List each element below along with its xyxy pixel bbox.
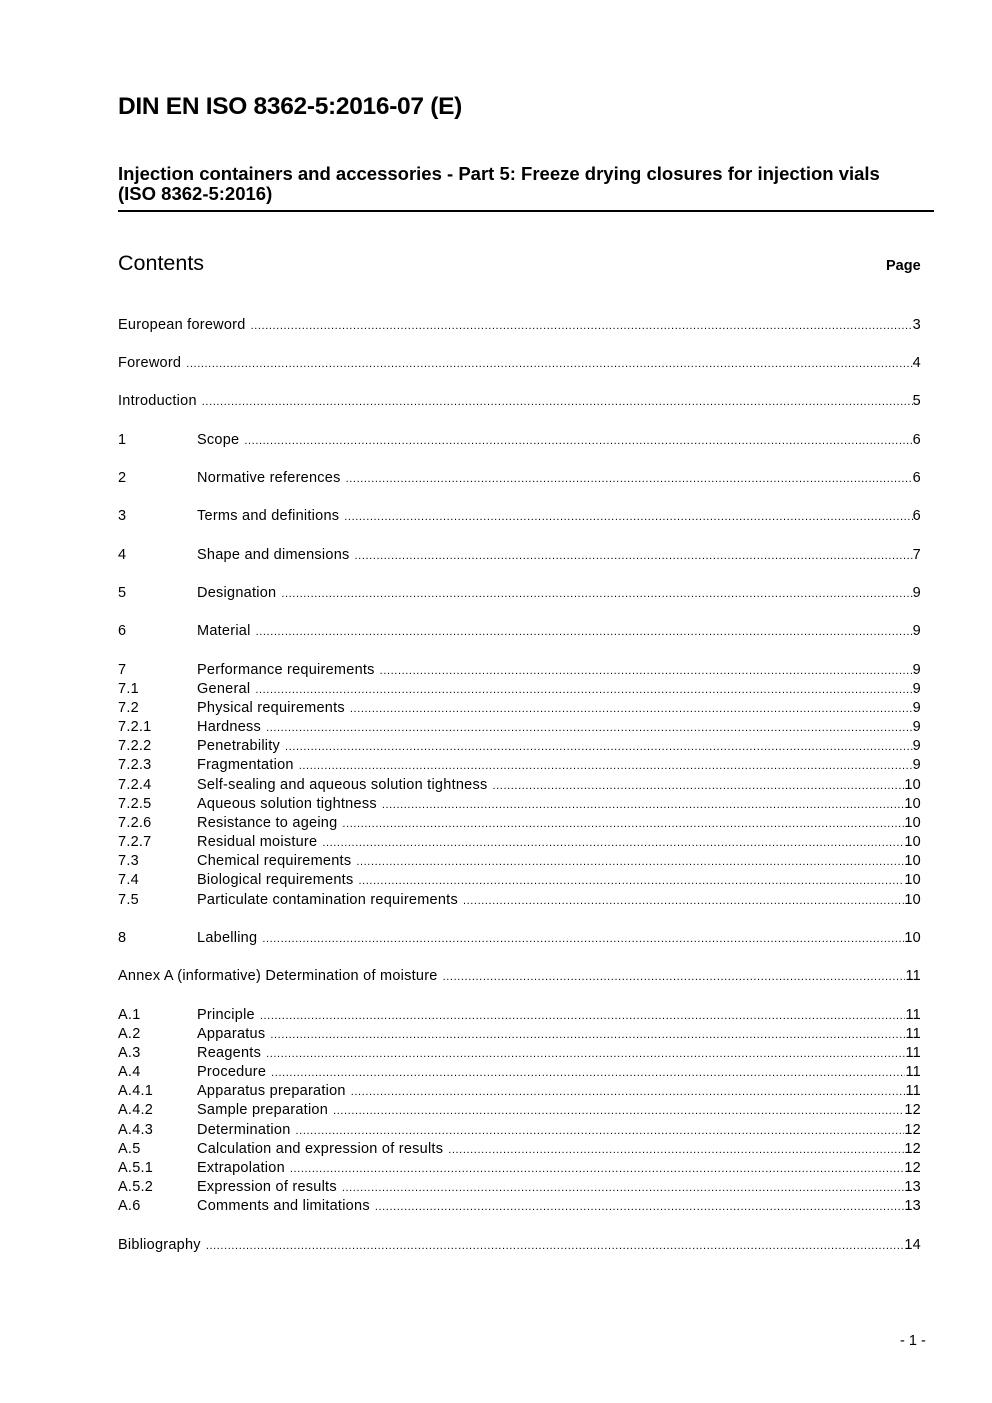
toc-entry-page: 12 <box>904 1102 921 1118</box>
toc-entry-page: 14 <box>904 1237 921 1253</box>
toc-dot-leader <box>443 968 906 987</box>
toc-entry-number: A.2 <box>118 1026 141 1042</box>
toc-dot-leader <box>448 1141 904 1160</box>
toc-entry[interactable] <box>118 507 921 526</box>
toc-entry-page: 10 <box>904 834 921 850</box>
toc-entry[interactable] <box>118 871 921 890</box>
toc-entry[interactable] <box>118 1236 921 1255</box>
toc-entry[interactable] <box>118 1159 921 1178</box>
toc-entry-number: A.4.2 <box>118 1102 154 1118</box>
toc-entry-number: 1 <box>118 432 127 448</box>
toc-entry[interactable] <box>118 392 921 411</box>
toc-entry[interactable] <box>118 584 921 603</box>
toc-entry-page: 11 <box>905 1045 921 1061</box>
document-subtitle: Injection containers and accessories - Part 5: Freeze drying closures for injection vials (ISO 8362-5:2016) <box>118 163 880 204</box>
toc-entry[interactable] <box>118 1197 921 1216</box>
toc-entry-label: Residual moisture <box>197 834 318 850</box>
toc-entry-number: 7.4 <box>118 872 139 888</box>
toc-entry[interactable] <box>118 737 921 756</box>
toc-entry-number: 3 <box>118 508 127 524</box>
toc-entry[interactable] <box>118 967 921 986</box>
toc-dot-leader <box>382 796 905 815</box>
toc-dot-leader <box>251 317 913 336</box>
toc-entry-label: Introduction <box>118 393 197 409</box>
toc-entry-label: Performance requirements <box>197 662 375 678</box>
toc-entry-label: Labelling <box>197 930 258 946</box>
toc-entry-page: 10 <box>904 777 921 793</box>
toc-entry[interactable] <box>118 680 921 699</box>
toc-entry-label: Resistance to ageing <box>197 815 338 831</box>
toc-entry-page: 12 <box>904 1122 921 1138</box>
toc-entry-page: 5 <box>912 393 921 409</box>
toc-entry-label: Hardness <box>197 719 262 735</box>
toc-entry-number: 7.2.2 <box>118 738 152 754</box>
toc-entry-number: 8 <box>118 930 127 946</box>
toc-entry-page: 13 <box>904 1179 921 1195</box>
toc-entry-label: Scope <box>197 432 240 448</box>
toc-entry-number: 7.2.1 <box>118 719 152 735</box>
toc-entry[interactable] <box>118 756 921 775</box>
toc-entry-number: 4 <box>118 547 127 563</box>
toc-dot-leader <box>463 892 904 911</box>
toc-entry[interactable] <box>118 699 921 718</box>
toc-entry-label: Penetrability <box>197 738 281 754</box>
toc-entry-page: 9 <box>912 719 921 735</box>
toc-entry-page: 11 <box>905 1026 921 1042</box>
toc-entry[interactable] <box>118 316 921 335</box>
toc-entry-number: 5 <box>118 585 127 601</box>
toc-dot-leader <box>290 1160 904 1179</box>
toc-entry-label: Material <box>197 623 251 639</box>
toc-dot-leader <box>285 738 913 757</box>
toc-entry-page: 7 <box>912 547 921 563</box>
toc-entry-label: Reagents <box>197 1045 262 1061</box>
toc-entry-number: A.5 <box>118 1141 141 1157</box>
toc-entry-page: 9 <box>912 662 921 678</box>
toc-entry-page: 6 <box>912 432 921 448</box>
toc-dot-leader <box>255 681 912 700</box>
toc-entry-label: Shape and dimensions <box>197 547 350 563</box>
toc-dot-leader <box>380 662 913 681</box>
toc-entry-number: 7.2.7 <box>118 834 152 850</box>
toc-entry[interactable] <box>118 1101 921 1120</box>
toc-entry-number: A.1 <box>118 1007 141 1023</box>
toc-entry[interactable] <box>118 661 921 680</box>
toc-entry-page: 10 <box>904 872 921 888</box>
toc-entry-label: Comments and limitations <box>197 1198 370 1214</box>
toc-entry-label: Foreword <box>118 355 182 371</box>
toc-entry-page: 11 <box>905 968 921 984</box>
toc-entry-page: 6 <box>912 470 921 486</box>
toc-entry[interactable] <box>118 833 921 852</box>
toc-entry-label: Apparatus <box>197 1026 266 1042</box>
toc-entry[interactable] <box>118 718 921 737</box>
toc-entry-page: 12 <box>904 1141 921 1157</box>
toc-entry-number: 7.2.4 <box>118 777 152 793</box>
toc-entry-label: Expression of results <box>197 1179 337 1195</box>
toc-entry[interactable] <box>118 622 921 641</box>
toc-entry-label: Biological requirements <box>197 872 354 888</box>
toc-dot-leader <box>351 1083 906 1102</box>
toc-dot-leader <box>186 355 912 374</box>
toc-entry-number: A.3 <box>118 1045 141 1061</box>
toc-entry[interactable] <box>118 469 921 488</box>
toc-dot-leader <box>356 853 904 872</box>
toc-dot-leader <box>358 872 904 891</box>
toc-entry-page: 13 <box>904 1198 921 1214</box>
toc-entry[interactable] <box>118 814 921 833</box>
toc-dot-leader <box>244 432 912 451</box>
toc-entry[interactable] <box>118 1082 921 1101</box>
toc-dot-leader <box>492 777 904 796</box>
toc-entry[interactable] <box>118 776 921 795</box>
toc-entry-number: 7.1 <box>118 681 139 697</box>
toc-entry-number: 2 <box>118 470 127 486</box>
toc-dot-leader <box>342 815 904 834</box>
toc-entry-number: A.4.3 <box>118 1122 154 1138</box>
toc-entry[interactable] <box>118 1121 921 1140</box>
toc-entry[interactable] <box>118 1025 921 1044</box>
toc-entry-label: Determination <box>197 1122 291 1138</box>
toc-dot-leader <box>270 1026 905 1045</box>
toc-entry-page: 10 <box>904 853 921 869</box>
page-number: - 1 - <box>900 1333 926 1349</box>
toc-entry-page: 4 <box>912 355 921 371</box>
toc-dot-leader <box>281 585 912 604</box>
toc-entry-page: 9 <box>912 757 921 773</box>
toc-entry-page: 9 <box>912 681 921 697</box>
toc-entry-page: 9 <box>912 585 921 601</box>
toc-entry-page: 3 <box>912 317 921 333</box>
toc-entry-number: 7.2 <box>118 700 139 716</box>
toc-entry-label: Particulate contamination requirements <box>197 892 458 908</box>
toc-entry-page: 12 <box>904 1160 921 1176</box>
toc-entry[interactable] <box>118 891 921 910</box>
contents-heading: Contents <box>118 251 205 275</box>
toc-entry[interactable] <box>118 1044 921 1063</box>
toc-entry-label: Bibliography <box>118 1237 201 1253</box>
toc-dot-leader <box>344 508 912 527</box>
toc-entry-number: A.6 <box>118 1198 141 1214</box>
toc-entry-page: 10 <box>904 796 921 812</box>
toc-entry-label: Terms and definitions <box>197 508 340 524</box>
toc-dot-leader <box>296 1122 905 1141</box>
toc-entry-page: 9 <box>912 700 921 716</box>
toc-entry-label: Principle <box>197 1007 255 1023</box>
toc-entry[interactable] <box>118 929 921 948</box>
toc-entry[interactable] <box>118 1063 921 1082</box>
toc-entry-number: 7.2.3 <box>118 757 152 773</box>
toc-entry-label: Procedure <box>197 1064 267 1080</box>
toc-dot-leader <box>262 930 904 949</box>
toc-dot-leader <box>260 1007 906 1026</box>
toc-entry-page: 10 <box>904 815 921 831</box>
document-title: DIN EN ISO 8362-5:2016-07 (E) <box>118 93 462 120</box>
toc-entry-label: Fragmentation <box>197 757 294 773</box>
toc-entry[interactable] <box>118 1140 921 1159</box>
toc-entry-label: Normative references <box>197 470 341 486</box>
toc-entry-number: A.5.1 <box>118 1160 154 1176</box>
toc-entry-label: Physical requirements <box>197 700 345 716</box>
toc-entry-number: 7.5 <box>118 892 139 908</box>
toc-entry-page: 11 <box>905 1064 921 1080</box>
toc-entry-label: Aqueous solution tightness <box>197 796 377 812</box>
toc-entry-label: Annex A (informative) Determination of moisture <box>118 968 438 984</box>
toc-entry-label: European foreword <box>118 317 246 333</box>
toc-dot-leader <box>266 1045 905 1064</box>
page-column-heading: Page <box>886 258 921 274</box>
toc-entry-label: Calculation and expression of results <box>197 1141 444 1157</box>
toc-dot-leader <box>206 1237 905 1256</box>
toc-dot-leader <box>333 1102 904 1121</box>
toc-entry[interactable] <box>118 795 921 814</box>
toc-entry[interactable] <box>118 546 921 565</box>
toc-entry[interactable] <box>118 852 921 871</box>
toc-entry-number: 7.2.6 <box>118 815 152 831</box>
toc-entry-label: Self-sealing and aqueous solution tightness <box>197 777 488 793</box>
toc-dot-leader <box>342 1179 905 1198</box>
toc-entry-page: 9 <box>912 738 921 754</box>
toc-dot-leader <box>350 700 913 719</box>
toc-dot-leader <box>271 1064 905 1083</box>
toc-entry-number: A.4 <box>118 1064 141 1080</box>
toc-entry-label: General <box>197 681 251 697</box>
toc-entry-label: Sample preparation <box>197 1102 329 1118</box>
toc-dot-leader <box>299 757 913 776</box>
toc-entry-page: 11 <box>905 1083 921 1099</box>
toc-entry[interactable] <box>118 1006 921 1025</box>
toc-entry-page: 6 <box>912 508 921 524</box>
toc-entry[interactable] <box>118 1178 921 1197</box>
toc-entry-number: A.4.1 <box>118 1083 154 1099</box>
toc-entry[interactable] <box>118 354 921 373</box>
toc-entry-label: Chemical requirements <box>197 853 352 869</box>
toc-dot-leader <box>266 719 913 738</box>
toc-entry-label: Apparatus preparation <box>197 1083 346 1099</box>
toc-entry-number: 7 <box>118 662 127 678</box>
toc-entry-page: 10 <box>904 892 921 908</box>
toc-entry-label: Designation <box>197 585 277 601</box>
toc-entry-page: 9 <box>912 623 921 639</box>
toc-entry[interactable] <box>118 431 921 450</box>
toc-entry-number: A.5.2 <box>118 1179 154 1195</box>
toc-entry-number: 6 <box>118 623 127 639</box>
toc-entry-page: 11 <box>905 1007 921 1023</box>
toc-dot-leader <box>355 547 913 566</box>
toc-dot-leader <box>346 470 913 489</box>
toc-dot-leader <box>202 393 913 412</box>
toc-entry-number: 7.2.5 <box>118 796 152 812</box>
toc-entry-number: 7.3 <box>118 853 139 869</box>
title-divider <box>118 210 934 212</box>
toc-dot-leader <box>375 1198 905 1217</box>
toc-entry-page: 10 <box>904 930 921 946</box>
toc-dot-leader <box>256 623 913 642</box>
toc-dot-leader <box>322 834 904 853</box>
toc-entry-label: Extrapolation <box>197 1160 285 1176</box>
